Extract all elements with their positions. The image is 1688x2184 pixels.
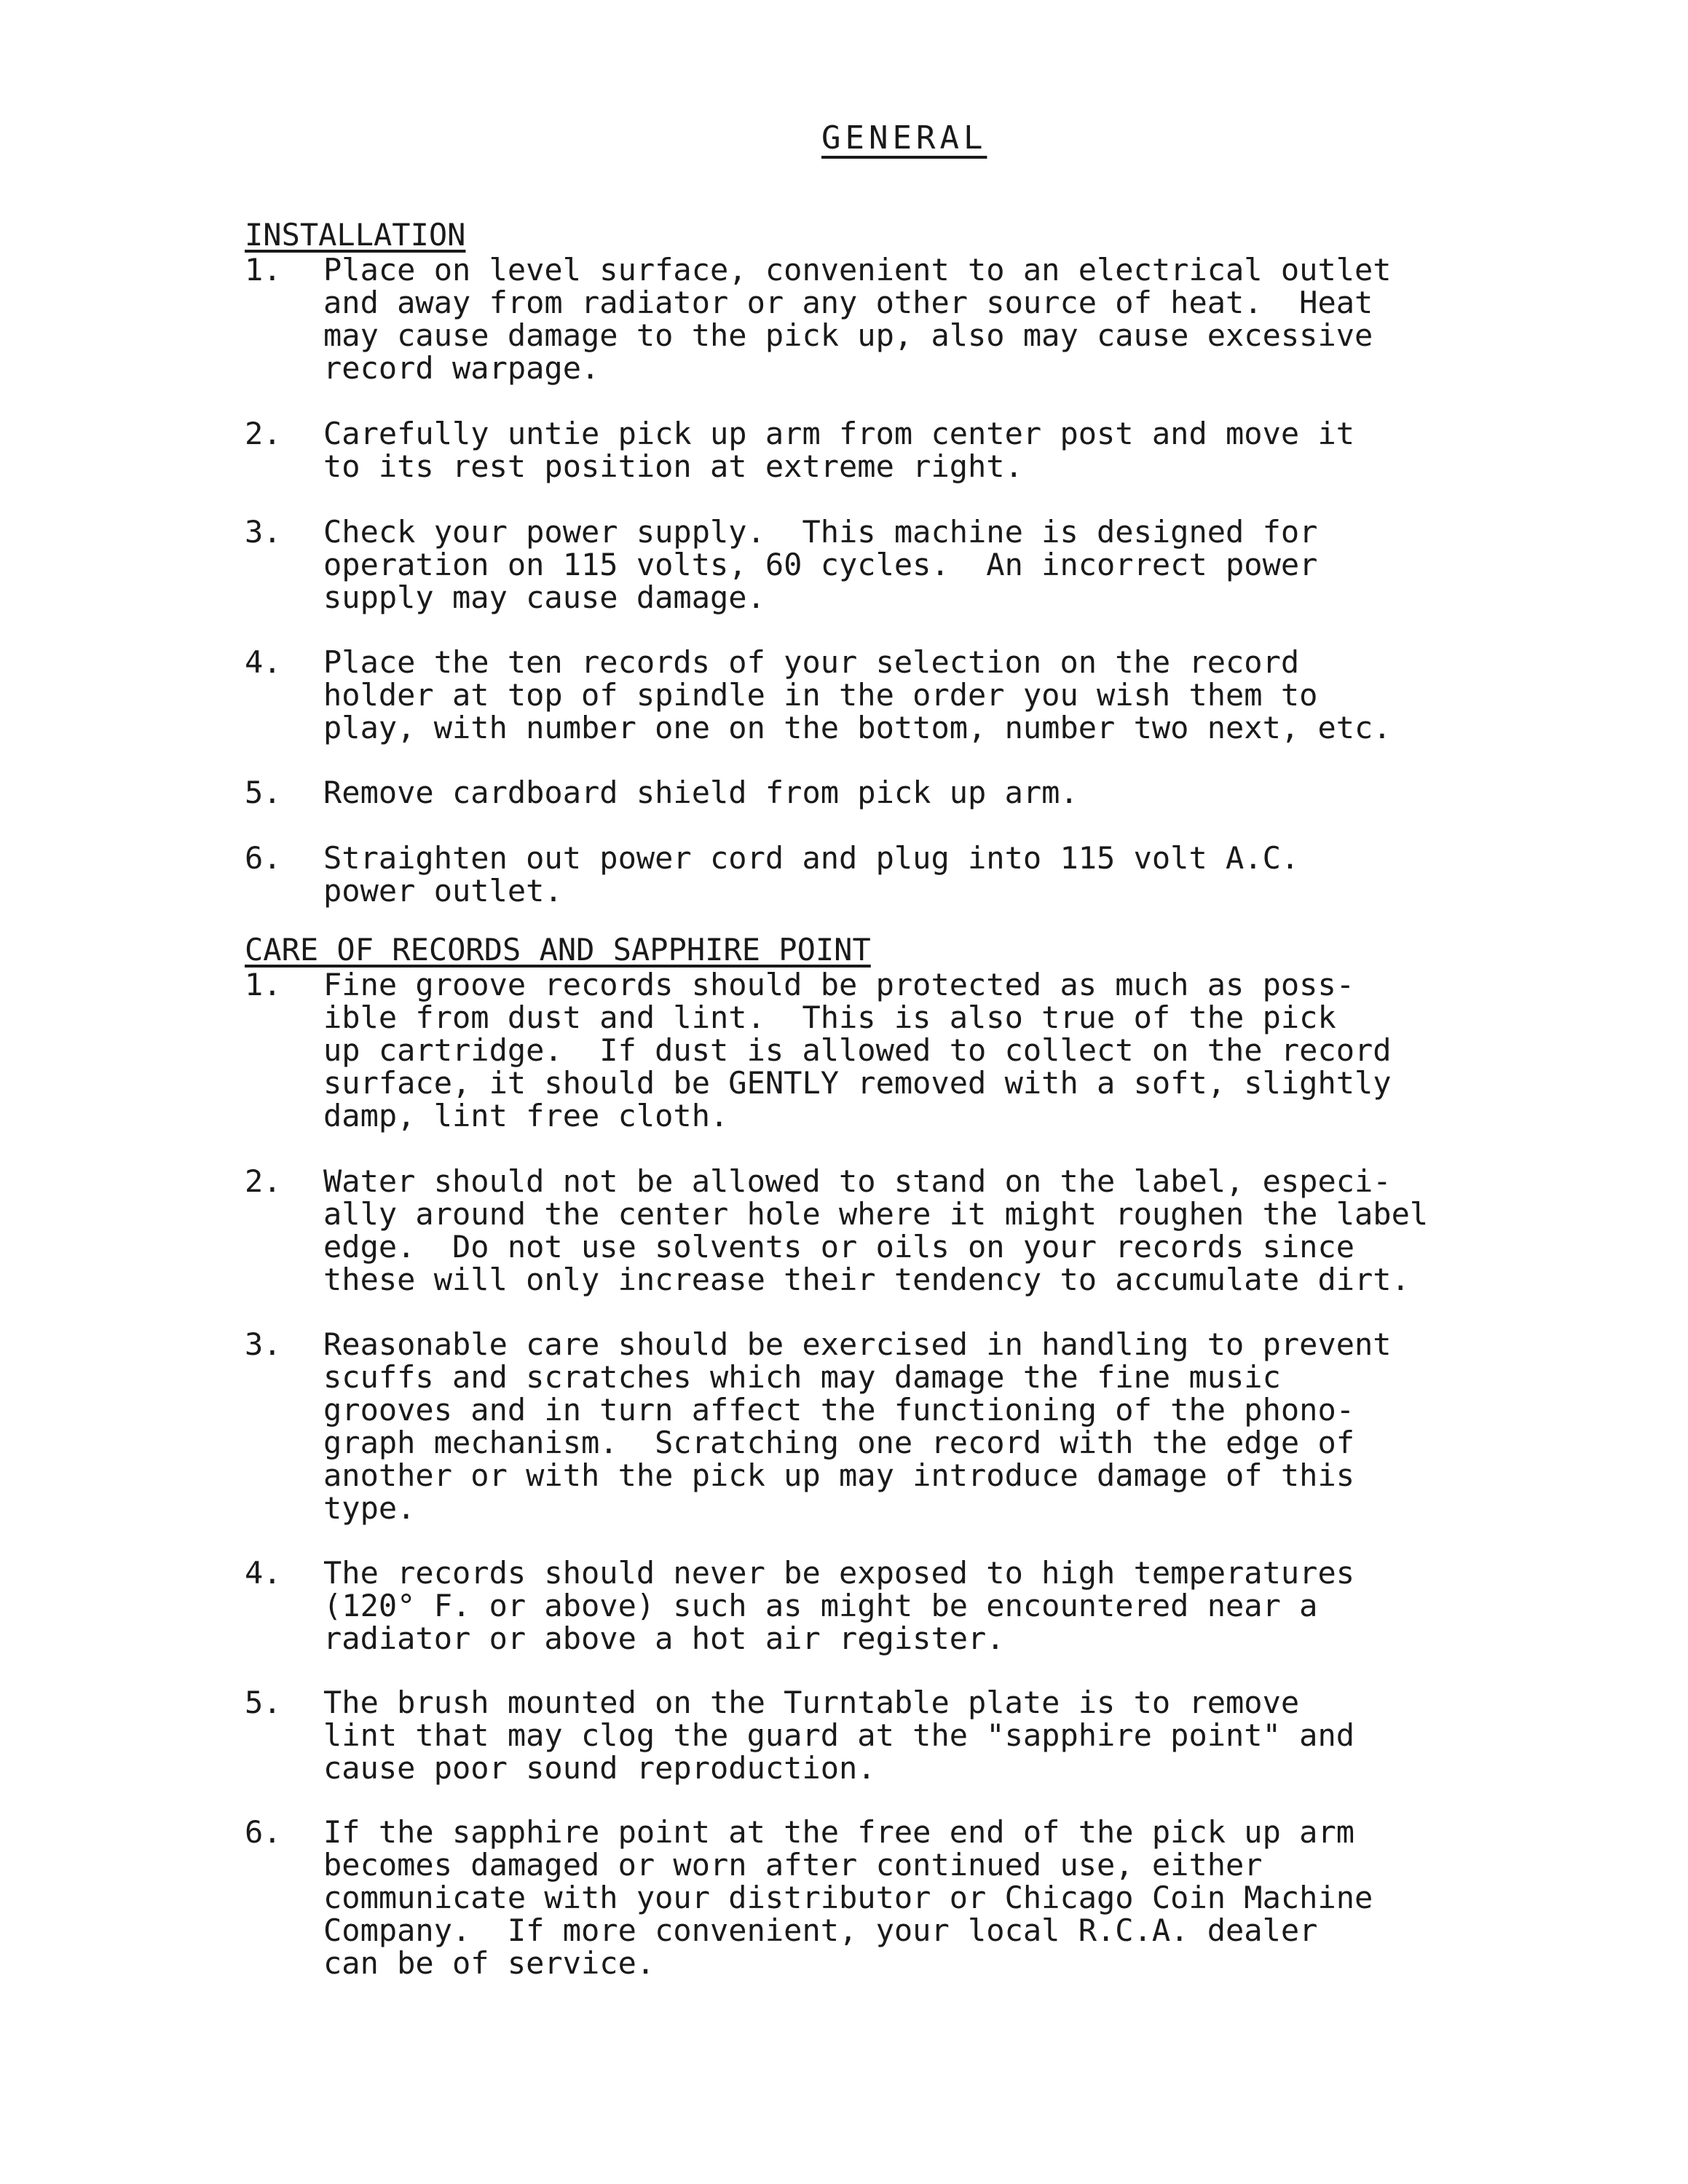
item-number: 3.	[245, 514, 282, 550]
text-line: damp, lint free cloth.	[323, 1098, 729, 1133]
item-text	[323, 842, 1299, 907]
item-number: 1.	[245, 967, 282, 1002]
item-number: 5.	[245, 1685, 282, 1720]
text-line: Place the ten records of your selection on the record	[323, 644, 1300, 680]
item-text	[323, 1328, 1392, 1524]
item-number: 3.	[245, 1326, 282, 1362]
item-text	[323, 417, 1354, 483]
item-text	[323, 515, 1317, 614]
text-line: and away from radiator or any other source of heat. Heat	[323, 285, 1373, 320]
text-line: The brush mounted on the Turntable plate is to remove	[323, 1685, 1300, 1720]
page-title: GENERAL	[821, 119, 987, 157]
item-text	[323, 1165, 1428, 1296]
item-text	[323, 1556, 1354, 1655]
item-text	[323, 1686, 1354, 1784]
text-line: Place on level surface, convenient to an electrical outlet	[323, 252, 1392, 288]
text-line: power outlet.	[323, 873, 563, 909]
text-line: (120° F. or above) such as might be encountered near a	[323, 1588, 1318, 1623]
text-line: Carefully untie pick up arm from center post and move it	[323, 416, 1355, 451]
text-line: becomes damaged or worn after continued use, either	[323, 1847, 1263, 1883]
item-text	[323, 1816, 1373, 1979]
text-line: record warpage.	[323, 350, 600, 386]
installation-heading: INSTALLATION	[245, 217, 466, 253]
text-line: lint that may clog the guard at the "sapphire point" and	[323, 1717, 1355, 1753]
text-line: Check your power supply. This machine is designed for	[323, 514, 1318, 550]
item-number: 2.	[245, 416, 282, 451]
item-text	[323, 968, 1392, 1132]
text-line: supply may cause damage.	[323, 579, 765, 615]
text-line: these will only increase their tendency to accumulate dirt.	[323, 1262, 1410, 1297]
item-number: 4.	[245, 1555, 282, 1591]
text-line: Reasonable care should be exercised in handling to prevent	[323, 1326, 1392, 1362]
text-line: can be of service.	[323, 1945, 655, 1981]
text-line: type.	[323, 1490, 416, 1526]
text-line: cause poor sound reproduction.	[323, 1750, 876, 1786]
text-line: another or with the pick up may introduce damage of this	[323, 1457, 1355, 1493]
text-line: If the sapphire point at the free end of the pick up arm	[323, 1814, 1355, 1850]
text-line: The records should never be exposed to high temperatures	[323, 1555, 1355, 1591]
item-text	[323, 646, 1392, 744]
item-text	[323, 776, 1078, 809]
text-line: grooves and in turn affect the functioning of the phono-	[323, 1392, 1355, 1428]
text-line: scuffs and scratches which may damage the fine music	[323, 1359, 1281, 1395]
text-line: operation on 115 volts, 60 cycles. An incorrect power	[323, 547, 1318, 582]
text-line: ible from dust and lint. This is also true of the pick	[323, 1000, 1336, 1035]
text-line: may cause damage to the pick up, also may cause excessive	[323, 317, 1373, 353]
item-number: 6.	[245, 1814, 282, 1850]
text-line: Company. If more convenient, your local R.C.A. dealer	[323, 1912, 1318, 1948]
text-line: surface, it should be GENTLY removed with a soft, slightly	[323, 1065, 1392, 1101]
text-line: holder at top of spindle in the order you wish them to	[323, 677, 1318, 713]
item-number: 6.	[245, 840, 282, 876]
text-line: edge. Do not use solvents or oils on your records since	[323, 1229, 1355, 1265]
text-line: up cartridge. If dust is allowed to collect on the record	[323, 1032, 1392, 1068]
item-number: 4.	[245, 644, 282, 680]
item-number: 2.	[245, 1163, 282, 1199]
item-number: 5.	[245, 775, 282, 810]
care-heading: CARE OF RECORDS AND SAPPHIRE POINT	[245, 932, 871, 968]
text-line: graph mechanism. Scratching one record with the edge of	[323, 1425, 1355, 1460]
text-line: Remove cardboard shield from pick up arm.	[323, 775, 1078, 810]
text-line: communicate with your distributor or Chicago Coin Machine	[323, 1880, 1373, 1915]
text-line: to its rest position at extreme right.	[323, 448, 1023, 484]
text-line: Water should not be allowed to stand on the label, especi-	[323, 1163, 1392, 1199]
item-text	[323, 253, 1392, 384]
text-line: Straighten out power cord and plug into 115 volt A.C.	[323, 840, 1300, 876]
text-line: ally around the center hole where it might roughen the label	[323, 1196, 1429, 1232]
text-line: play, with number one on the bottom, number two next, etc.	[323, 710, 1392, 745]
text-line: Fine groove records should be protected as much as poss-	[323, 967, 1355, 1002]
text-line: radiator or above a hot air register.	[323, 1621, 1005, 1656]
item-number: 1.	[245, 252, 282, 288]
